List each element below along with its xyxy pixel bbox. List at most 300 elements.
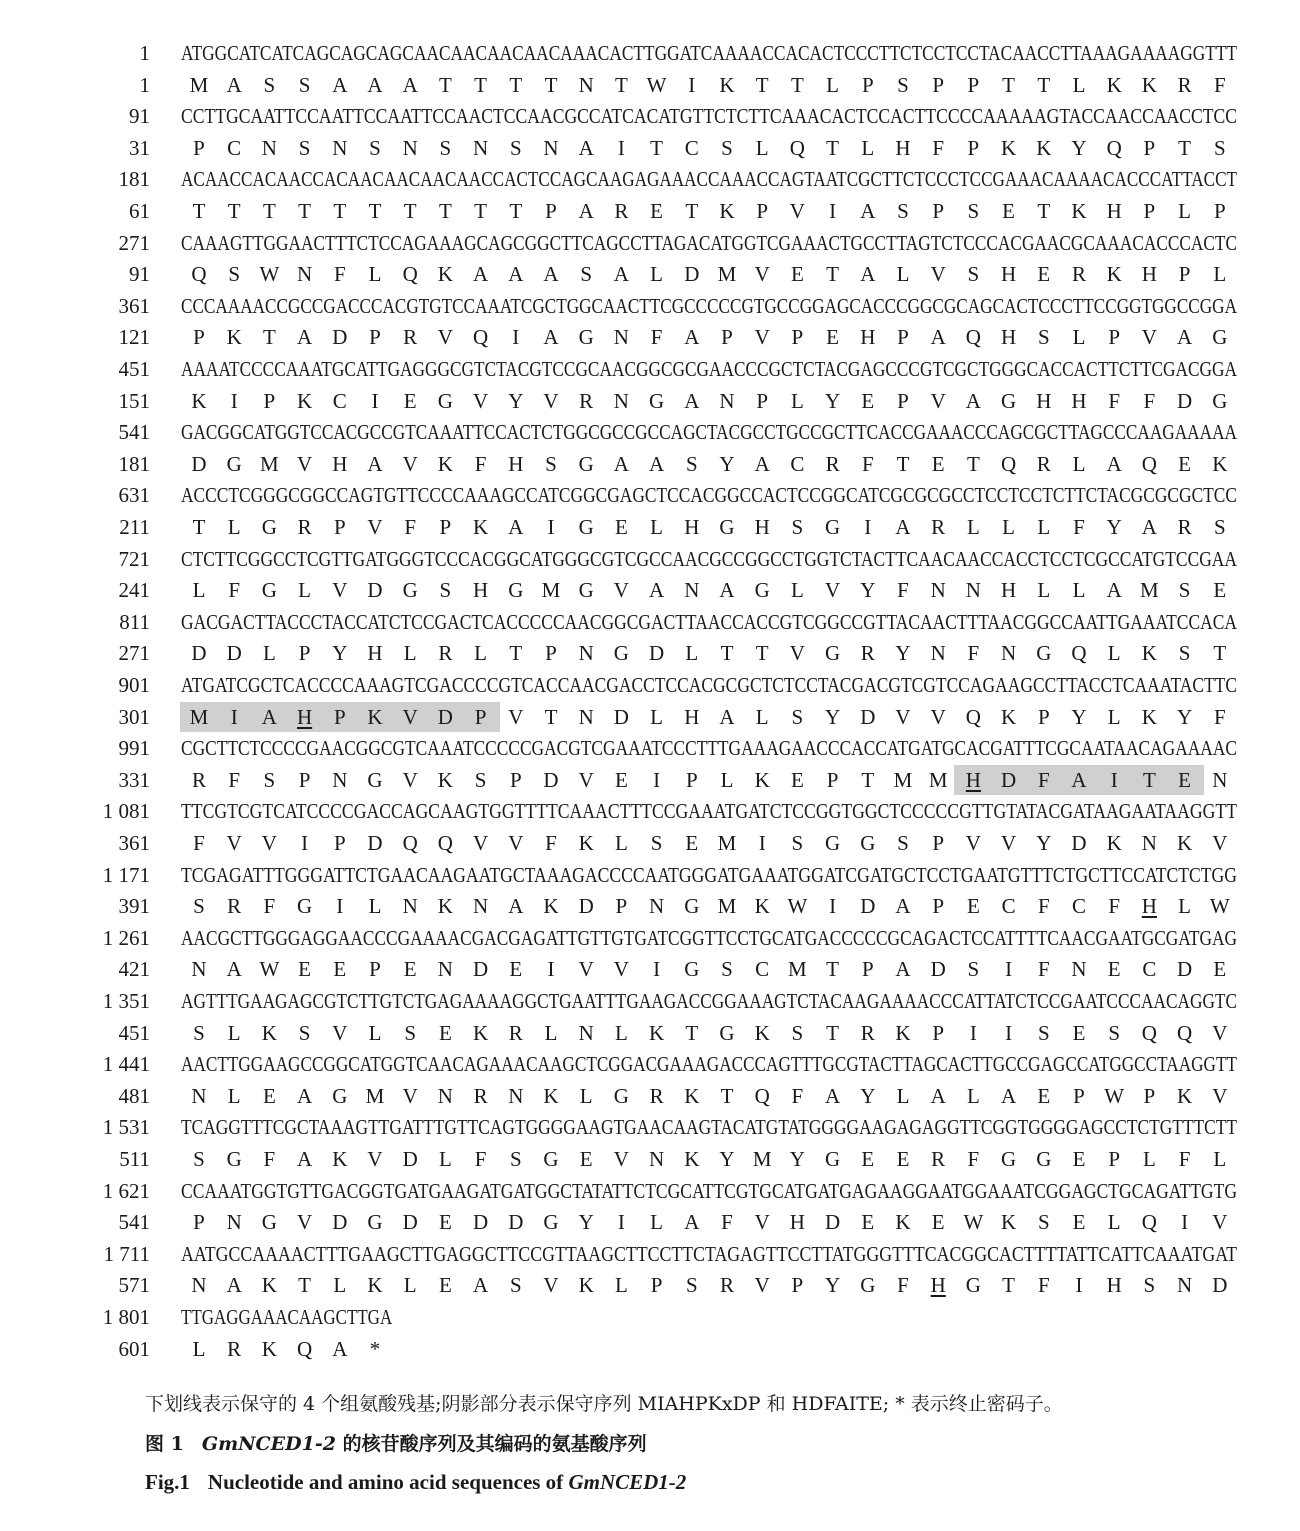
amino-acid: L xyxy=(1142,1147,1156,1171)
amino-acid: L xyxy=(262,641,276,666)
amino-acid: F xyxy=(897,578,909,603)
amino-acid: D xyxy=(1001,767,1017,792)
amino-acid: V xyxy=(578,767,594,792)
amino-acid: K xyxy=(1141,641,1157,666)
amino-acid: P xyxy=(545,641,557,666)
amino-acid: L xyxy=(650,704,663,729)
amino-acid: K xyxy=(1177,831,1193,855)
amino-acid: E xyxy=(1213,578,1227,603)
amino-acid: G xyxy=(578,578,594,603)
amino-acid: V xyxy=(226,831,242,855)
amino-acid: Y xyxy=(1071,135,1087,160)
amino-acid: T xyxy=(826,957,839,982)
amino-acid: Y xyxy=(578,1210,594,1235)
amino-acid: L xyxy=(755,135,769,160)
amino-acid: A xyxy=(297,1083,313,1108)
amino-acid: G xyxy=(543,1210,559,1235)
amino-acid: G xyxy=(613,1083,629,1108)
amino-acid: C xyxy=(332,388,347,413)
amino-acid: A xyxy=(508,894,524,919)
figure-label-cn: 图 1 xyxy=(145,1433,184,1455)
amino-acid: G xyxy=(1036,1147,1052,1171)
amino-acid: K xyxy=(543,1083,559,1108)
amino-acid: G xyxy=(825,831,841,855)
amino-acid: A xyxy=(825,1083,841,1108)
amino-acid-position: 391 xyxy=(118,894,150,919)
amino-acid: Y xyxy=(332,641,348,666)
amino-acid: S xyxy=(263,72,276,97)
amino-acid: E xyxy=(861,1210,875,1235)
amino-acid: P xyxy=(897,325,909,350)
amino-acid: Y xyxy=(719,451,735,476)
amino-acid-position: 481 xyxy=(118,1083,150,1108)
amino-acid: S xyxy=(439,135,452,160)
amino-acid: T xyxy=(755,641,769,666)
amino-acid: E xyxy=(333,957,347,982)
amino-acid: Q xyxy=(754,1083,770,1108)
nucleotide-position: 1 351 xyxy=(102,989,150,1013)
amino-acid-position: 571 xyxy=(118,1273,150,1298)
amino-acid: H xyxy=(684,704,700,729)
amino-acid: Q xyxy=(402,262,418,287)
amino-acid: R xyxy=(403,325,418,350)
amino-acid: V xyxy=(825,578,841,603)
amino-acid-position: 61 xyxy=(129,199,150,223)
amino-acid: V xyxy=(1001,831,1017,855)
amino-acid: K xyxy=(1001,135,1017,160)
amino-acid: G xyxy=(613,641,629,666)
nucleotide-sequence: AAAATCCCCAAATGCATTGAGGGCGTCTACGTCCGCAACGGCGCGAACCCGCTCTACGAGCCCGTCGCTGGGCACCACTTCTTCGACGGA xyxy=(181,357,1237,381)
amino-acid: N xyxy=(437,1083,453,1108)
amino-acid: L xyxy=(896,262,910,287)
amino-acid: R xyxy=(649,1083,664,1108)
amino-acid-position: 121 xyxy=(118,325,150,350)
amino-acid: E xyxy=(685,831,699,855)
nucleotide-position: 1 441 xyxy=(102,1052,150,1077)
amino-acid-position: 331 xyxy=(118,767,150,792)
amino-acid: Q xyxy=(1141,1210,1157,1235)
amino-acid: A xyxy=(719,578,735,603)
nucleotide-sequence: CAAAGTTGGAACTTTCTCCAGAAAGCAGCGGCTTCAGCCTTAGACATGGTCGAAACTGCCTTAGTCTCCCACGAACGCAAACACCCACTC xyxy=(181,230,1237,255)
amino-acid: H xyxy=(1071,388,1087,413)
amino-acid: E xyxy=(1072,1210,1086,1235)
conserved-histidine: H xyxy=(930,1273,946,1298)
caption-text-cn: 的核苷酸序列及其编码的氨基酸序列 xyxy=(335,1433,647,1455)
amino-acid: K xyxy=(437,262,453,287)
amino-acid: H xyxy=(1001,578,1017,603)
amino-acid-position: 181 xyxy=(118,451,150,476)
amino-acid: N xyxy=(191,1083,207,1108)
amino-acid: D xyxy=(1177,388,1193,413)
amino-acid: I xyxy=(230,388,238,413)
amino-acid: Y xyxy=(825,704,841,729)
amino-acid: P xyxy=(861,957,874,982)
amino-acid: F xyxy=(333,262,346,287)
amino-acid: K xyxy=(1106,831,1122,855)
amino-acid: L xyxy=(1107,1210,1121,1235)
amino-acid: M xyxy=(788,957,807,982)
amino-acid: E xyxy=(896,1147,910,1171)
amino-acid: P xyxy=(474,704,487,729)
amino-acid: G xyxy=(1036,641,1052,666)
nucleotide-sequence: AGTTTGAAGAGCGTCTTGTCTGAGAAAAGGCTGAATTTGAAGACCGGAAAGTCTACAAGAAAACCCATTATCTCCGAATCCCAACAGGTC xyxy=(181,989,1237,1013)
amino-acid: H xyxy=(508,451,524,476)
amino-acid: P xyxy=(1108,1147,1121,1171)
amino-acid: A xyxy=(895,957,911,982)
amino-acid: A xyxy=(1106,451,1122,476)
amino-acid: V xyxy=(930,388,946,413)
conserved-histidine: H xyxy=(297,704,313,729)
amino-acid: T xyxy=(896,451,910,476)
amino-acid: P xyxy=(298,767,311,792)
amino-acid: L xyxy=(861,135,875,160)
amino-acid: E xyxy=(438,1020,452,1045)
amino-acid: S xyxy=(685,451,698,476)
amino-acid: V xyxy=(508,831,524,855)
amino-acid: L xyxy=(368,1020,382,1045)
amino-acid: P xyxy=(1143,1083,1156,1108)
amino-acid: V xyxy=(297,451,313,476)
amino-acid: G xyxy=(1212,325,1228,350)
amino-acid: L xyxy=(1072,451,1086,476)
amino-acid: T xyxy=(333,199,347,223)
amino-acid: L xyxy=(826,72,839,97)
amino-acid: D xyxy=(930,957,946,982)
amino-acid: T xyxy=(262,199,276,223)
amino-acid: C xyxy=(684,135,699,160)
amino-acid: H xyxy=(684,515,700,539)
amino-acid: P xyxy=(932,1020,945,1045)
amino-acid: H xyxy=(895,135,911,160)
amino-acid: N xyxy=(578,72,594,97)
amino-acid: P xyxy=(932,894,945,919)
amino-acid: I xyxy=(230,704,238,729)
amino-acid-position: 91 xyxy=(129,262,150,287)
amino-acid: Q xyxy=(1106,135,1122,160)
amino-acid: F xyxy=(1178,1147,1191,1171)
amino-acid: P xyxy=(721,325,733,350)
amino-acid: Y xyxy=(1071,704,1087,729)
amino-acid: L xyxy=(685,641,699,666)
amino-acid: V xyxy=(578,957,594,982)
amino-acid: S xyxy=(580,262,593,287)
amino-acid: L xyxy=(755,704,769,729)
amino-acid: E xyxy=(650,199,663,223)
amino-acid-position: 211 xyxy=(119,515,150,539)
nucleotide-position: 1 621 xyxy=(102,1178,150,1203)
amino-acid: Q xyxy=(473,325,489,350)
amino-acid: V xyxy=(437,325,453,350)
amino-acid: F xyxy=(1037,894,1050,919)
amino-acid: P xyxy=(1108,325,1121,350)
amino-acid: E xyxy=(1213,957,1227,982)
amino-acid: T xyxy=(790,72,804,97)
amino-acid: I xyxy=(969,1020,977,1045)
amino-acid: G xyxy=(367,767,383,792)
amino-acid: K xyxy=(226,325,242,350)
amino-acid: S xyxy=(193,1147,205,1171)
amino-acid: R xyxy=(931,515,946,539)
amino-acid: G xyxy=(437,388,453,413)
amino-acid: S xyxy=(1178,578,1191,603)
amino-acid: A xyxy=(473,262,489,287)
amino-acid: M xyxy=(717,262,737,287)
amino-acid: D xyxy=(1212,1273,1228,1298)
amino-acid-position: 301 xyxy=(118,704,150,729)
amino-acid: S xyxy=(1037,1210,1050,1235)
amino-acid: L xyxy=(614,831,628,855)
amino-acid: P xyxy=(791,325,804,350)
amino-acid-position: 421 xyxy=(118,957,150,982)
amino-acid: F xyxy=(932,135,945,160)
amino-acid: V xyxy=(754,1210,770,1235)
amino-acid: A xyxy=(508,515,524,539)
amino-acid-position: 541 xyxy=(118,1210,150,1235)
amino-acid: R xyxy=(227,1336,242,1361)
amino-acid: L xyxy=(192,578,206,603)
amino-acid: P xyxy=(1213,199,1226,223)
amino-acid: M xyxy=(752,1147,772,1171)
amino-acid: E xyxy=(790,767,804,792)
amino-acid: S xyxy=(791,1020,804,1045)
amino-acid: Q xyxy=(1001,451,1017,476)
nucleotide-sequence: GACGACTTACCCTACCATCTCCGACTCACCCCCAACGGCGACTTAACCACCGTCGGCCGTTACAACTTTAACGGCCAATTGAAATCCACA xyxy=(181,609,1237,634)
amino-acid: G xyxy=(825,1147,841,1171)
amino-acid: T xyxy=(826,1020,839,1045)
amino-acid: R xyxy=(297,515,312,539)
amino-acid: A xyxy=(543,262,559,287)
amino-acid: R xyxy=(825,451,840,476)
amino-acid: L xyxy=(1072,72,1086,97)
amino-acid: P xyxy=(615,894,628,919)
amino-acid: T xyxy=(685,199,699,223)
amino-acid: R xyxy=(860,641,875,666)
amino-acid: P xyxy=(967,72,980,97)
amino-acid: F xyxy=(1073,515,1085,539)
amino-acid: L xyxy=(227,1083,241,1108)
amino-acid: A xyxy=(367,451,383,476)
amino-acid: A xyxy=(613,262,629,287)
amino-acid: I xyxy=(617,1210,625,1235)
amino-acid: A xyxy=(895,515,911,539)
amino-acid: D xyxy=(367,831,383,855)
amino-acid: L xyxy=(1213,1147,1227,1171)
amino-acid: K xyxy=(1071,199,1087,223)
amino-acid: G xyxy=(1001,388,1017,413)
amino-acid: C xyxy=(1001,894,1016,919)
nucleotide-position: 991 xyxy=(118,736,150,761)
amino-acid: K xyxy=(649,1020,665,1045)
amino-acid: L xyxy=(966,515,980,539)
amino-acid: A xyxy=(649,578,665,603)
amino-acid: N xyxy=(1071,957,1087,982)
amino-acid: I xyxy=(336,894,344,919)
amino-acid: V xyxy=(297,1210,313,1235)
amino-acid: T xyxy=(685,1020,699,1045)
amino-acid: V xyxy=(613,578,629,603)
amino-acid: T xyxy=(192,199,206,223)
amino-acid: V xyxy=(1212,1083,1228,1108)
amino-acid: I xyxy=(617,135,625,160)
amino-acid: K xyxy=(437,894,453,919)
amino-acid: N xyxy=(578,641,594,666)
amino-acid: G xyxy=(261,578,277,603)
amino-acid: H xyxy=(1106,1273,1122,1298)
amino-acid: I xyxy=(547,957,555,982)
amino-acid: P xyxy=(1143,135,1156,160)
amino-acid: P xyxy=(439,515,452,539)
amino-acid: T xyxy=(509,641,523,666)
amino-acid: P xyxy=(333,831,346,855)
amino-acid: S xyxy=(193,1020,205,1045)
amino-acid: H xyxy=(1001,325,1017,350)
amino-acid: F xyxy=(1213,704,1226,729)
amino-acid: S xyxy=(298,72,311,97)
amino-acid: Q xyxy=(191,262,207,287)
amino-acid: F xyxy=(721,1210,733,1235)
amino-acid: I xyxy=(547,515,555,539)
amino-acid: T xyxy=(544,704,558,729)
amino-acid: S xyxy=(1108,1020,1121,1045)
amino-acid: A xyxy=(402,72,418,97)
amino-acid: R xyxy=(227,894,242,919)
amino-acid: G xyxy=(754,578,770,603)
amino-acid: P xyxy=(298,641,311,666)
amino-acid: D xyxy=(437,704,453,729)
amino-acid: A xyxy=(965,388,981,413)
amino-acid: P xyxy=(193,135,205,160)
amino-acid: S xyxy=(721,135,733,160)
amino-acid: N xyxy=(402,894,418,919)
nucleotide-position: 1 711 xyxy=(103,1241,150,1266)
amino-acid: K xyxy=(1141,72,1157,97)
amino-acid: P xyxy=(509,767,522,792)
amino-acid: T xyxy=(544,72,558,97)
amino-acid: V xyxy=(930,704,946,729)
amino-acid: Y xyxy=(1036,831,1052,855)
nucleotide-position: 451 xyxy=(118,357,150,381)
amino-acid: A xyxy=(226,1273,242,1298)
amino-acid: K xyxy=(1036,135,1052,160)
amino-acid: E xyxy=(1037,262,1051,287)
amino-acid: Y xyxy=(895,641,911,666)
amino-acid: M xyxy=(189,72,209,97)
amino-acid: P xyxy=(826,767,839,792)
amino-acid: R xyxy=(860,1020,875,1045)
amino-acid: P xyxy=(897,388,909,413)
amino-acid: E xyxy=(1072,1147,1086,1171)
amino-acid: A xyxy=(367,72,383,97)
amino-acid: V xyxy=(332,578,348,603)
amino-acid: T xyxy=(262,325,276,350)
amino-acid: D xyxy=(402,1147,418,1171)
amino-acid: T xyxy=(1178,135,1191,160)
amino-acid: A xyxy=(226,957,242,982)
amino-acid: Y xyxy=(508,388,524,413)
amino-acid: L xyxy=(333,1273,347,1298)
amino-acid: V xyxy=(1141,325,1157,350)
amino-acid: G xyxy=(649,388,665,413)
amino-acid: E xyxy=(438,1273,452,1298)
amino-acid: L xyxy=(1107,704,1121,729)
amino-acid: A xyxy=(1001,1083,1017,1108)
amino-acid: K xyxy=(543,894,559,919)
amino-acid: D xyxy=(402,1210,418,1235)
amino-acid: T xyxy=(614,72,628,97)
amino-acid: P xyxy=(861,72,874,97)
amino-acid: N xyxy=(613,325,629,350)
nucleotide-sequence: CGCTTCTCCCCGAACGGCGTCAAATCCCCCGACGTCGAAATCCCTTTGAAAGAACCCACCATGATGCACGATTTCGCAATAACAGAAAAC xyxy=(181,736,1237,761)
amino-acid: E xyxy=(826,325,839,350)
amino-acid: S xyxy=(897,72,909,97)
amino-acid: D xyxy=(332,325,348,350)
amino-acid: M xyxy=(260,451,279,476)
amino-acid: N xyxy=(719,388,735,413)
amino-acid: D xyxy=(226,641,242,666)
amino-acid: A xyxy=(1106,578,1122,603)
amino-acid: L xyxy=(438,1147,452,1171)
nucleotide-sequence: CTCTTCGGCCTCGTTGATGGGTCCCACGGCATGGGCGTCGCCAACGCCGGCCTGGTCTACTTCAACAACCACCTCCTCGCCATGTCCGAA xyxy=(181,546,1237,571)
amino-acid: N xyxy=(930,641,946,666)
amino-acid: D xyxy=(825,1210,841,1235)
amino-acid: W xyxy=(963,1210,984,1235)
amino-acid: N xyxy=(578,704,594,729)
amino-acid: V xyxy=(754,325,770,350)
nucleotide-sequence: AACGCTTGGGAGGAACCCGAAAACGACGAGATTGTTGTGATCGGTTCCTGCATGACCCCCGCAGACTCCATTTTCAACGAATGCGATGAG xyxy=(181,925,1237,950)
amino-acid: S xyxy=(1213,135,1226,160)
amino-acid: T xyxy=(755,72,769,97)
amino-acid: N xyxy=(684,578,700,603)
amino-acid: K xyxy=(1001,1210,1017,1235)
nucleotide-position: 1 261 xyxy=(102,925,150,950)
amino-acid: G xyxy=(825,641,841,666)
amino-acid: L xyxy=(403,1273,417,1298)
amino-acid: N xyxy=(613,388,629,413)
nucleotide-position: 1 531 xyxy=(102,1115,150,1140)
amino-acid: A xyxy=(543,325,559,350)
amino-acid: P xyxy=(1037,704,1050,729)
amino-acid: Q xyxy=(965,704,981,729)
amino-acid: F xyxy=(1037,767,1050,792)
amino-acid: R xyxy=(1177,72,1192,97)
amino-acid: Y xyxy=(860,578,876,603)
amino-acid: F xyxy=(1213,72,1226,97)
amino-acid: H xyxy=(789,1210,805,1235)
figure-caption-english xyxy=(145,1468,686,1496)
amino-acid: F xyxy=(263,1147,276,1171)
amino-acid: G xyxy=(684,957,700,982)
amino-acid: S xyxy=(369,135,381,160)
amino-acid: Q xyxy=(1141,451,1157,476)
amino-acid: N xyxy=(1001,641,1017,666)
amino-acid: K xyxy=(719,199,735,223)
amino-acid: D xyxy=(684,262,700,287)
nucleotide-sequence: TTGAGGAAACAAGCTTGA xyxy=(181,1305,393,1329)
amino-acid: S xyxy=(1178,641,1191,666)
amino-acid: M xyxy=(928,767,948,792)
amino-acid: P xyxy=(791,1273,804,1298)
amino-acid: H xyxy=(1106,199,1122,223)
amino-acid: Q xyxy=(297,1336,313,1361)
amino-acid: S xyxy=(193,894,205,919)
amino-acid: V xyxy=(1212,1020,1228,1045)
amino-acid: L xyxy=(1107,641,1121,666)
amino-acid: T xyxy=(1037,199,1051,223)
amino-acid: H xyxy=(332,451,348,476)
amino-acid: R xyxy=(579,388,594,413)
amino-acid: A xyxy=(860,262,876,287)
amino-acid: N xyxy=(473,135,489,160)
